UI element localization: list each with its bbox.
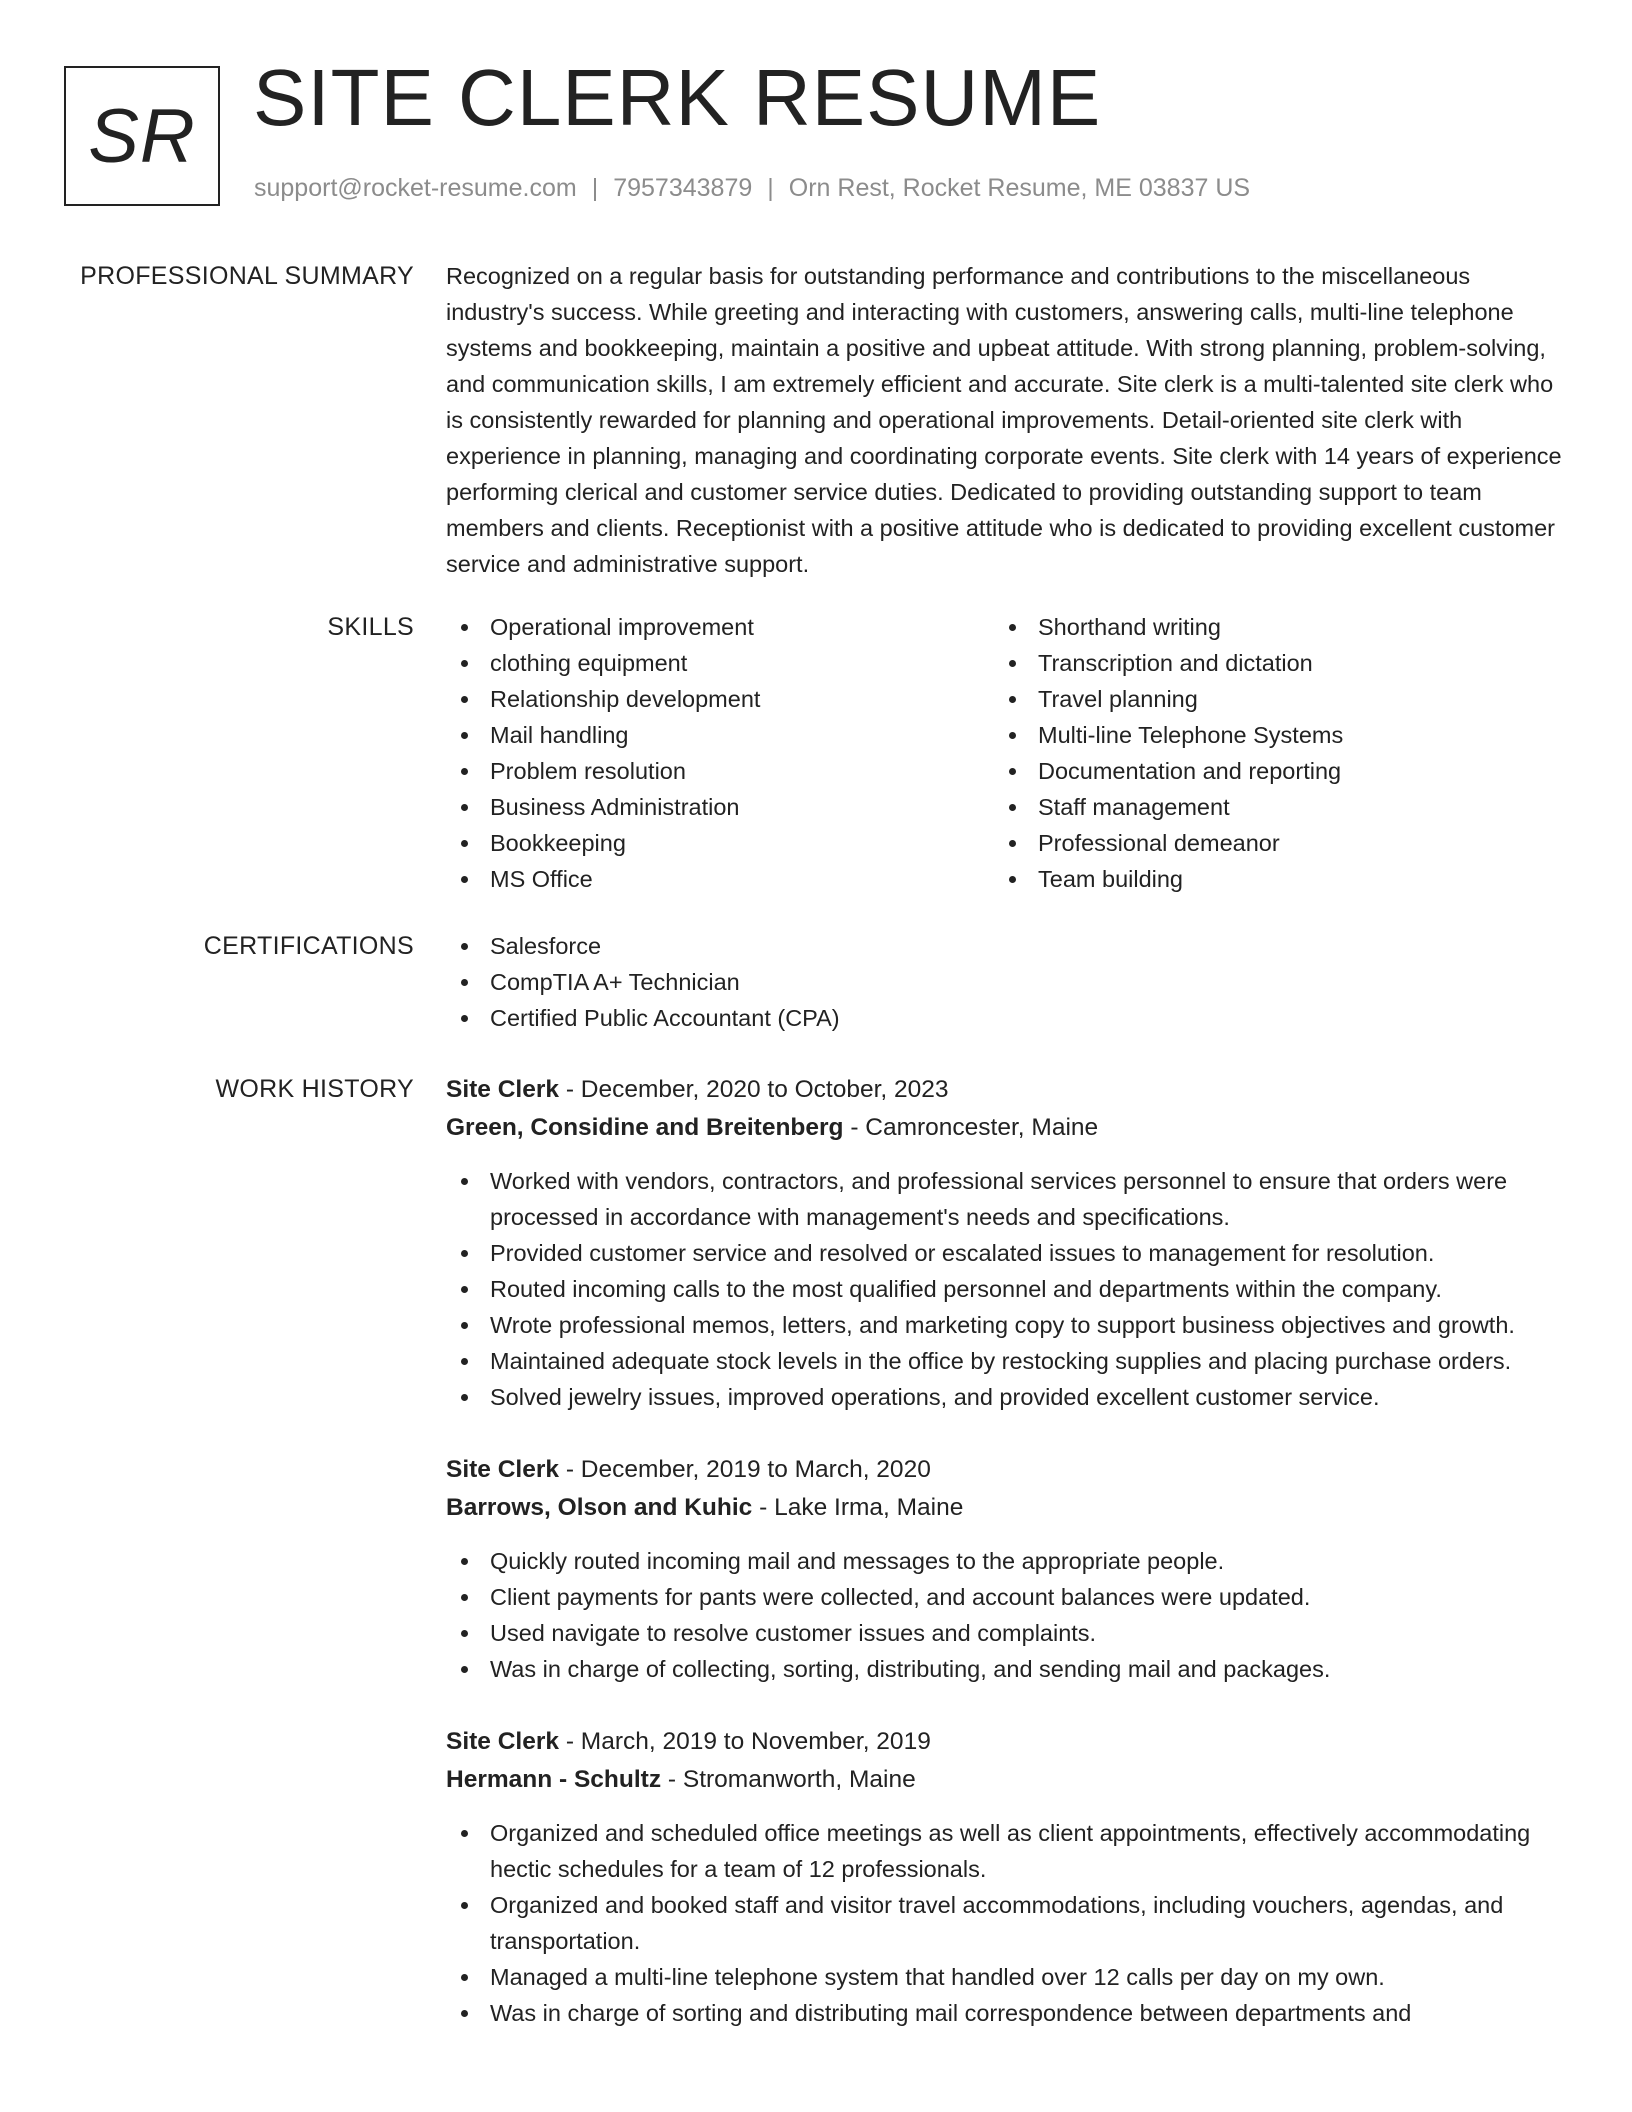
contact-phone: 7957343879 — [613, 174, 753, 202]
job-entry — [446, 1451, 1562, 1687]
list-item: clothing equipment — [446, 645, 994, 681]
work-history-body — [446, 1071, 1562, 2067]
work-history-heading: WORK HISTORY — [215, 1075, 414, 1103]
list-item: Quickly routed incoming mail and messages to the appropriate people. — [446, 1543, 1562, 1579]
job-location: - Stromanworth, Maine — [661, 1766, 916, 1793]
job-title: Site Clerk — [446, 1728, 560, 1755]
list-item: Problem resolution — [446, 753, 994, 789]
job-location: - Camroncester, Maine — [843, 1114, 1099, 1141]
certifications-list — [446, 928, 1562, 1036]
contact-separator: | — [591, 174, 599, 202]
monogram-initials: SR — [88, 93, 196, 179]
job-dates: - December, 2019 to March, 2020 — [559, 1456, 931, 1483]
list-item: Operational improvement — [446, 609, 994, 645]
list-item: MS Office — [446, 861, 994, 897]
certifications-body — [446, 928, 1562, 1036]
skills-columns — [446, 609, 1562, 897]
list-item: Maintained adequate stock levels in the office by restocking supplies and placing purchase orders. — [446, 1343, 1562, 1379]
contact-line — [254, 176, 1250, 201]
skills-heading: SKILLS — [327, 613, 414, 641]
job-duties-list — [446, 1543, 1562, 1687]
list-item: Mail handling — [446, 717, 994, 753]
list-item: Bookkeeping — [446, 825, 994, 861]
list-item: Routed incoming calls to the most qualified personnel and departments within the company. — [446, 1271, 1562, 1307]
job-company-line — [446, 1761, 1562, 1799]
list-item: Certified Public Accountant (CPA) — [446, 1000, 1562, 1036]
list-item: Organized and scheduled office meetings as well as client appointments, effectively accommodating hectic schedules for a team of 12 professionals. — [446, 1815, 1562, 1887]
job-company: Green, Considine and Breitenberg — [446, 1114, 844, 1141]
list-item: Managed a multi-line telephone system that handled over 12 calls per day on my own. — [446, 1959, 1562, 1995]
job-dates: - March, 2019 to November, 2019 — [559, 1728, 931, 1755]
contact-address: Orn Rest, Rocket Resume, ME 03837 US — [788, 174, 1251, 202]
list-item: Was in charge of sorting and distributing mail correspondence between departments and — [446, 1995, 1562, 2031]
list-item: Shorthand writing — [994, 609, 1542, 645]
job-title: Site Clerk — [446, 1456, 560, 1483]
list-item: Worked with vendors, contractors, and professional services personnel to ensure that orders were processed in accordance with management's needs and specifications. — [446, 1163, 1562, 1235]
contact-email: support@rocket-resume.com — [254, 174, 577, 202]
skills-body — [446, 609, 1562, 897]
list-item: Business Administration — [446, 789, 994, 825]
job-company: Hermann - Schultz — [446, 1766, 662, 1793]
contact-separator: | — [767, 174, 774, 202]
job-entry — [446, 1723, 1562, 2031]
list-item: Solved jewelry issues, improved operations, and provided excellent customer service. — [446, 1379, 1562, 1415]
list-item: Documentation and reporting — [994, 753, 1542, 789]
list-item: CompTIA A+ Technician — [446, 964, 1562, 1000]
job-dates: - December, 2020 to October, 2023 — [559, 1076, 949, 1103]
list-item: Professional demeanor — [994, 825, 1542, 861]
list-item: Relationship development — [446, 681, 994, 717]
job-duties-list — [446, 1815, 1562, 2031]
list-item: Client payments for pants were collected, and account balances were updated. — [446, 1579, 1562, 1615]
list-item: Team building — [994, 861, 1542, 897]
job-title: Site Clerk — [446, 1076, 560, 1103]
job-location: - Lake Irma, Maine — [752, 1494, 964, 1521]
list-item: Travel planning — [994, 681, 1542, 717]
job-duties-list — [446, 1163, 1562, 1415]
list-item: Staff management — [994, 789, 1542, 825]
resume-title: SITE CLERK RESUME — [253, 53, 1102, 142]
list-item: Used navigate to resolve customer issues and complaints. — [446, 1615, 1562, 1651]
list-item: Organized and booked staff and visitor travel accommodations, including vouchers, agendas, and transportation. — [446, 1887, 1562, 1959]
job-title-line — [446, 1723, 1562, 1761]
monogram-box — [64, 66, 220, 206]
job-title-line — [446, 1071, 1562, 1109]
list-item: Multi-line Telephone Systems — [994, 717, 1542, 753]
job-company: Barrows, Olson and Kuhic — [446, 1494, 753, 1521]
list-item: Transcription and dictation — [994, 645, 1542, 681]
job-title-line — [446, 1451, 1562, 1489]
list-item: Salesforce — [446, 928, 1562, 964]
list-item: Provided customer service and resolved or escalated issues to management for resolution. — [446, 1235, 1562, 1271]
summary-heading: PROFESSIONAL SUMMARY — [80, 262, 414, 290]
skills-list-right — [994, 609, 1542, 897]
certifications-heading: CERTIFICATIONS — [203, 932, 414, 960]
list-item: Wrote professional memos, letters, and marketing copy to support business objectives and growth. — [446, 1307, 1562, 1343]
skills-list-left — [446, 609, 994, 897]
job-company-line — [446, 1109, 1562, 1147]
summary-body — [446, 258, 1562, 582]
job-entry — [446, 1071, 1562, 1415]
summary-text: Recognized on a regular basis for outstanding performance and contributions to the miscellaneous industry's success. While greeting and interacting with customers, answering calls, multi-line telephone systems and bookkeeping, maintain a positive and upbeat attitude. With strong planning, problem-solving, and communication skills, I am extremely efficient and accurate. Site clerk is a multi-talented site clerk who is consistently rewarded for planning and operational improvements. Detail-oriented site clerk with experience in planning, managing and coordinating corporate events. Site clerk with 14 years of experience performing clerical and customer service duties. Dedicated to providing outstanding support to team members and clients. Receptionist with a positive attitude who is dedicated to providing excellent customer service and administrative support. — [446, 263, 1562, 577]
list-item: Was in charge of collecting, sorting, distributing, and sending mail and packages. — [446, 1651, 1562, 1687]
job-company-line — [446, 1489, 1562, 1527]
